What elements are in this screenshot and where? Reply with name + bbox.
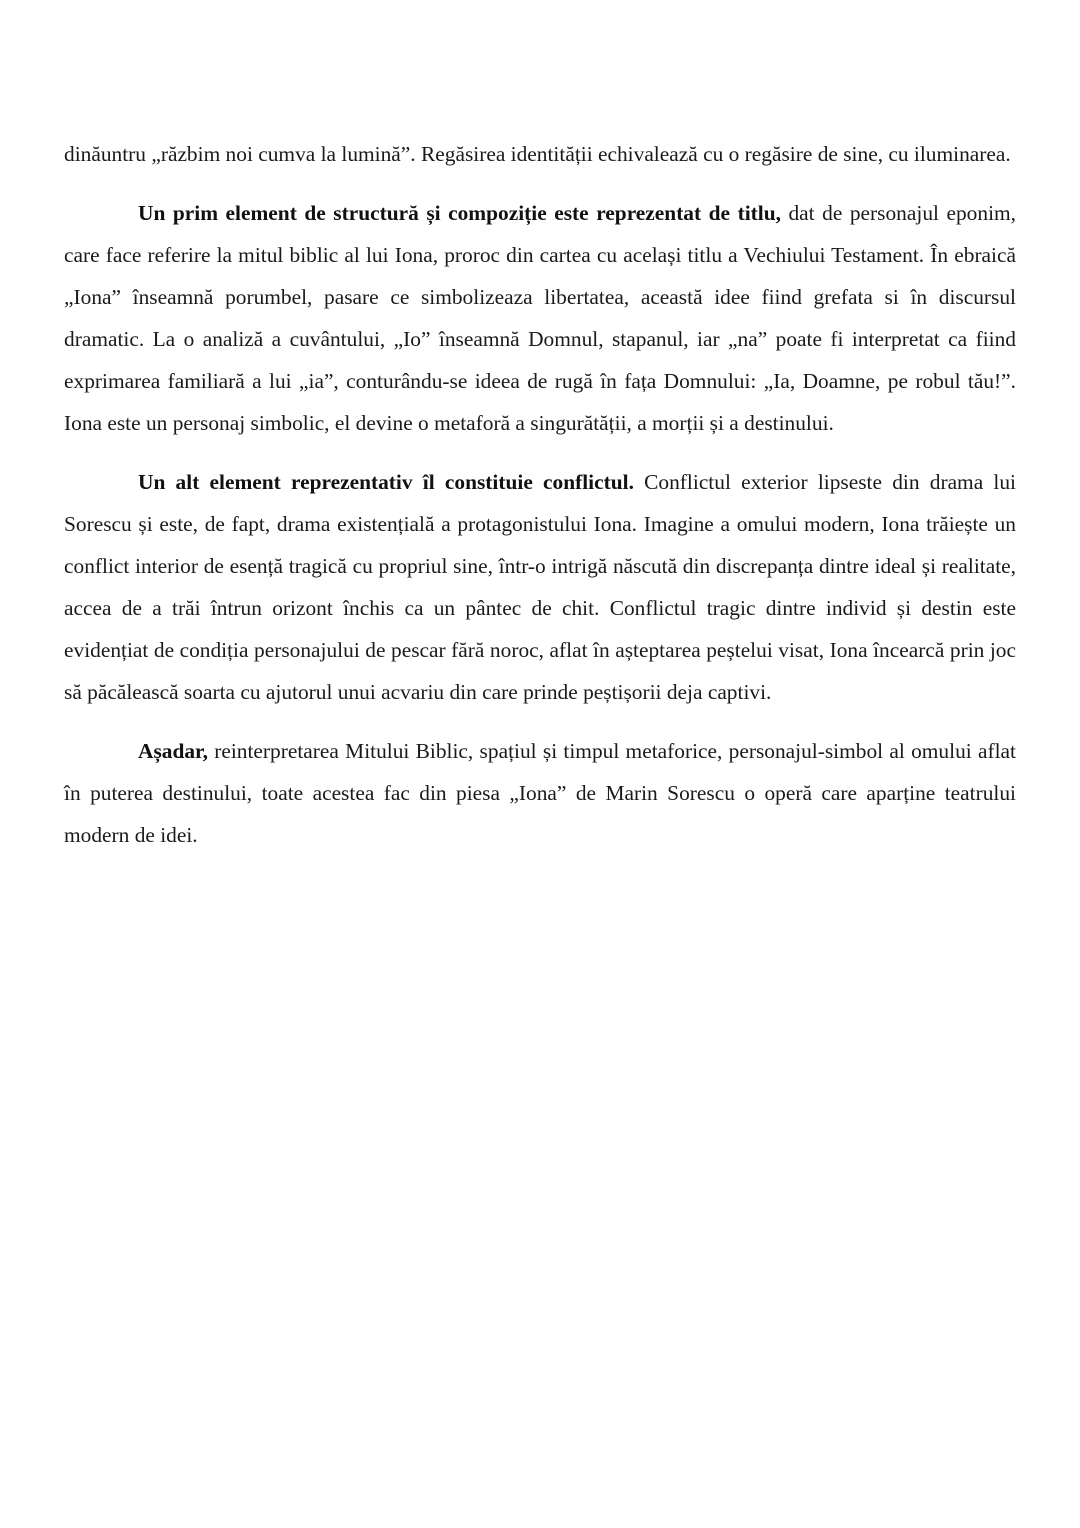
paragraph-text: Conflictul exterior lipseste din drama lui Sorescu și este, de fapt, drama existențială a protagonistului Iona. Imagine a omului modern, Iona trăiește un conflict interior de esență tragică cu propriul sine, într-o intrigă născută din discrepanța dintre ideal și realitate, accea de a trăi întrun orizont închis ca un pântec de chit. Conflictul tragic dintre individ și destin este evidențiat de condiția personajului de pescar fără noroc, aflat în așteptarea peștelui visat, Iona încearcă prin joc să păcălească soarta cu ajutorul unui acvariu din care prinde peștișorii deja captivi. — [64, 470, 1016, 704]
document-page — [64, 133, 1016, 856]
paragraph-text: dinăuntru „răzbim noi cumva la lumină”. Regăsirea identității echivalează cu o regăsire de sine, cu iluminarea. — [64, 142, 1011, 166]
paragraph-title-analysis — [64, 192, 1016, 444]
paragraph-text: dat de personajul eponim, care face referire la mitul biblic al lui Iona, proroc din cartea cu același titlu a Vechiului Testament. În ebraică „Iona” înseamnă porumbel, pasare ce simbolizeaza libertatea, această idee fiind grefata si în discursul dramatic. La o analiză a cuvântului, „Io” înseamnă Domnul, stapanul, iar „na” poate fi interpretat ca fiind exprimarea familiară a lui „ia”, conturându-se ideea de rugă în fața Domnului: „Ia, Doamne, pe robul tău!”. Iona este un personaj simbolic, el devine o metaforă a singurătății, a morții și a destinului. — [64, 201, 1016, 435]
paragraph-conclusion — [64, 730, 1016, 856]
paragraph-lead: Așadar, — [138, 739, 208, 763]
paragraph-intro-continuation — [64, 133, 1016, 175]
paragraph-text: reinterpretarea Mitului Biblic, spațiul și timpul metaforice, personajul-simbol al omului aflat în puterea destinului, toate acestea fac din piesa „Iona” de Marin Sorescu o operă care aparține teatrului modern de idei. — [64, 739, 1016, 847]
paragraph-lead: Un alt element reprezentativ îl constituie conflictul. — [138, 470, 634, 494]
paragraph-lead: Un prim element de structură și compoziție este reprezentat de titlu, — [138, 201, 781, 225]
paragraph-conflict-analysis — [64, 461, 1016, 713]
